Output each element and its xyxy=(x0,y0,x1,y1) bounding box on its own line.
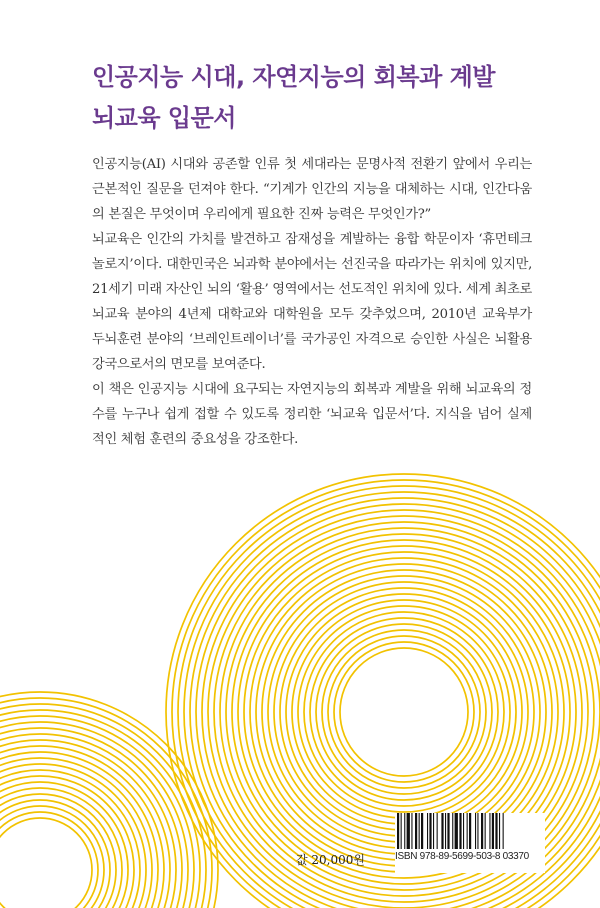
cover-title-line1: 인공지능 시대, 자연지능의 회복과 계발 xyxy=(92,63,495,91)
ring-0-5 xyxy=(310,618,498,806)
barcode-bar-17 xyxy=(459,813,461,849)
barcode-bar-22 xyxy=(477,813,478,849)
ring-0-11 xyxy=(274,582,534,842)
barcode-bar-29 xyxy=(503,813,504,849)
price-label: 값 20,000원 xyxy=(296,853,365,867)
ring-0-7 xyxy=(298,606,510,818)
barcode-bar-15 xyxy=(452,813,453,849)
barcode-bar-12 xyxy=(441,813,443,849)
description-paragraph-2: 뇌교육은 인간의 가치를 발견하고 잠재성을 계발하는 융합 학문이자 ‘휴먼테크놀로지’이다. 대한민국은 뇌과학 분야에서는 선진국을 따라가는 위치에 있지만, 21세기 미래 자산인 뇌의 ‘활용’ 영역에서는 선도적인 위치에 있다. 세계 최초로 뇌교육 분야의 4년제 대학교와 대학원을 모두 갖추었으며, 2010년 교육부가 두뇌훈련 분야의 ‘브레인트레이너’를 국가공인 자격으로 승인한 사실은 뇌활용 강국으로서의 면모를 보여준다. xyxy=(92,232,532,372)
ring-0-12 xyxy=(268,576,540,848)
ring-0-4 xyxy=(316,624,492,800)
ring-1-0 xyxy=(0,818,92,908)
barcode-bar-3 xyxy=(407,813,410,849)
ring-0-1 xyxy=(334,642,474,782)
barcode-bar-10 xyxy=(433,813,434,849)
barcode-bar-11 xyxy=(437,813,438,849)
ring-1-4 xyxy=(0,794,116,908)
ring-1-9 xyxy=(0,764,146,908)
barcode-bar-9 xyxy=(429,813,431,849)
barcode-bar-21 xyxy=(475,813,476,849)
barcode-bar-8 xyxy=(427,813,428,849)
barcode-bar-26 xyxy=(492,813,494,849)
description-paragraph-3: 이 책은 인공지능 시대에 요구되는 자연지능의 회복과 계발을 위해 뇌교육의 정수를 누구나 쉽게 접할 수 있도록 정리한 ‘뇌교육 입문서’다. 지식을 넘어 실제적인 체험 훈련의 중요성을 강조한다. xyxy=(92,382,532,447)
barcode-bar-28 xyxy=(499,813,500,849)
barcode-bar-24 xyxy=(485,813,486,849)
ring-1-6 xyxy=(0,782,128,908)
barcode-bar-1 xyxy=(401,813,402,849)
ring-1-16 xyxy=(0,722,188,908)
barcode-bar-16 xyxy=(455,813,458,849)
barcode-bar-27 xyxy=(495,813,497,849)
ring-1-2 xyxy=(0,806,104,908)
barcode-bar-0 xyxy=(397,813,399,849)
description-paragraph-1: 인공지능(AI) 시대와 공존할 인류 첫 세대라는 문명사적 전환기 앞에서 우리는 근본적인 질문을 던져야 한다. “기계가 인간의 지능을 대체하는 시대, 인간다움의 본질은 무엇이며 우리에게 필요한 진짜 능력은 무엇인가?” xyxy=(92,157,532,222)
ring-1-1 xyxy=(0,812,98,908)
barcode-bar-13 xyxy=(445,813,446,849)
ring-0-2 xyxy=(328,636,480,788)
barcode xyxy=(395,813,545,873)
barcode-bar-19 xyxy=(467,813,468,849)
barcode-bar-4 xyxy=(411,813,412,849)
barcode-bar-18 xyxy=(463,813,464,849)
ring-1-14 xyxy=(0,734,176,908)
barcode-bar-5 xyxy=(415,813,417,849)
cover-description xyxy=(92,152,532,452)
barcode-bar-23 xyxy=(481,813,483,849)
ring-0-3 xyxy=(322,630,486,794)
barcode-bar-7 xyxy=(421,813,423,849)
barcode-bar-6 xyxy=(419,813,420,849)
ring-0-10 xyxy=(280,588,528,836)
ring-0-8 xyxy=(292,600,516,824)
ring-0-0 xyxy=(340,648,468,776)
barcode-bars xyxy=(395,813,545,849)
barcode-bar-14 xyxy=(447,813,449,849)
cover-title-line2: 뇌교육 입문서 xyxy=(92,104,236,132)
barcode-bar-20 xyxy=(469,813,471,849)
barcode-bar-25 xyxy=(489,813,490,849)
isbn-number: ISBN 978-89-5699-503-8 03370 xyxy=(395,851,529,862)
ring-1-5 xyxy=(0,788,122,908)
ring-1-11 xyxy=(0,752,158,908)
barcode-bar-2 xyxy=(404,813,405,849)
